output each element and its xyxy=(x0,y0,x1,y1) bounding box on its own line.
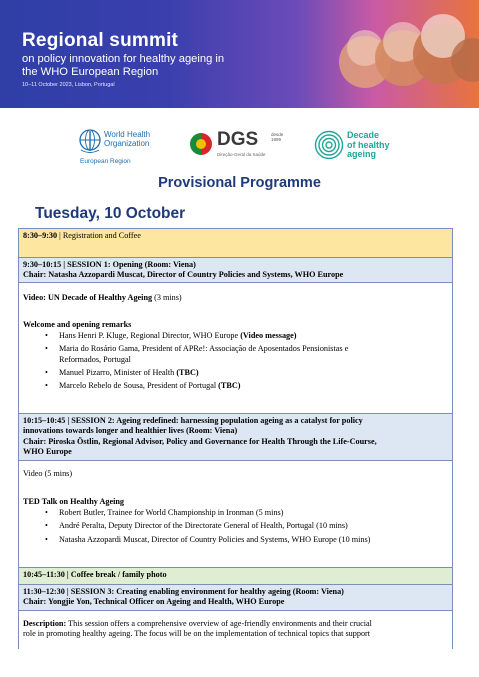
registration-text: | Registration and Coffee xyxy=(57,231,141,240)
speaker-text: • Maria do Rosário Gama, President of APRe!: Associação de Aposentados Pensionistas e xyxy=(59,344,349,354)
ted-speakers-list xyxy=(23,508,448,545)
session3-title: 11:30–12:30 | SESSION 3: Creating enabling environment for healthy ageing (Room: Viena) xyxy=(23,587,344,596)
table-row-session2-details xyxy=(19,461,452,568)
description-label: Description: xyxy=(23,619,67,628)
list-item: • André Peralta, Deputy Director of the Directorate General of Health, Portugal (10 mins) xyxy=(59,521,448,531)
table-row-session3-header xyxy=(19,585,452,611)
welcome-speakers-list xyxy=(23,331,448,392)
session2-chair-line2: WHO Europe xyxy=(23,447,72,457)
table-row-session3-description xyxy=(19,611,452,649)
programme-title: Provisional Programme xyxy=(158,175,321,191)
day-title: Tuesday, 10 October xyxy=(35,205,186,222)
who-line1: World Health xyxy=(104,130,151,139)
summit-banner xyxy=(0,0,479,108)
coffee-break-text: 10:45–11:30 | Coffee break / family photo xyxy=(23,570,167,579)
table-row-session2-header xyxy=(19,414,452,461)
speaker-text: Manuel Pizarro, Minister of Health xyxy=(59,368,177,378)
list-item xyxy=(59,331,448,341)
speaker-text: Hans Henri P. Kluge, Regional Director, WHO Europe xyxy=(59,330,241,340)
registration-time: 8:30–9:30 xyxy=(23,231,58,240)
welcome-heading: Welcome and opening remarks xyxy=(23,320,132,330)
session1-video xyxy=(23,293,448,303)
description-text: This session offers a comprehensive overview of age-friendly environments and their crucial xyxy=(66,619,372,628)
session2-title-line2: innovations towards longer and healthier lives (Room: Viena) xyxy=(23,426,238,436)
session2-title-line1: 10:15–10:45 | SESSION 2: Ageing redefined: harnessing population ageing as a catalyst for policy xyxy=(23,416,363,425)
who-logo-text xyxy=(104,130,150,148)
session1-chair: Chair: Natasha Azzopardi Muscat, Director of Country Policies and Systems, WHO Europe xyxy=(23,270,344,280)
session3-description-line1 xyxy=(23,619,448,629)
banner-subtitle-line1: on policy innovation for healthy ageing in xyxy=(22,53,225,65)
session3-chair: Chair: Yongjie Yon, Technical Officer on Ageing and Health, WHO Europe xyxy=(23,597,285,607)
dgs-since-label: desde xyxy=(271,132,284,137)
list-item: • Natasha Azzopardi Muscat, Director of Country Policies and Systems, WHO Europe (10 mins) xyxy=(59,535,448,545)
table-row-session1-header xyxy=(19,258,452,283)
partner-logos xyxy=(0,118,479,170)
table-row-registration xyxy=(19,229,452,258)
table-row-session1-details xyxy=(19,283,452,414)
list-item xyxy=(59,368,448,378)
speaker-note: (TBC) xyxy=(176,368,199,378)
speaker-text: Marcelo Rebelo de Sousa, President of Portugal xyxy=(59,381,219,391)
session1-video-duration: (3 mins) xyxy=(152,293,182,302)
session2-chair-line1: Chair: Piroska Östlin, Regional Advisor, Policy and Governance for Health Through the Life-Course, xyxy=(23,436,377,446)
decade-logo-text xyxy=(347,131,390,160)
banner-subtitle-line2: the WHO European Region xyxy=(22,66,159,78)
decade-line2: of healthy xyxy=(347,139,390,150)
banner-title: Regional summit xyxy=(22,30,179,51)
session1-video-label: Video: UN Decade of Healthy Ageing xyxy=(23,293,153,302)
list-item xyxy=(59,381,448,391)
banner-date-place: 10–11 October 2023, Lisbon, Portugal xyxy=(22,82,115,88)
decade-line3: ageing xyxy=(347,149,377,159)
decade-line1: Decade xyxy=(347,130,380,140)
dgs-since xyxy=(271,132,283,142)
session2-video: Video (5 mins) xyxy=(23,469,73,478)
who-line2: Organization xyxy=(104,139,150,148)
programme-table xyxy=(18,228,453,649)
who-emblem-icon xyxy=(78,128,102,154)
speaker-text-cont: Reformados, Portugal xyxy=(59,354,131,364)
elderly-faces-image xyxy=(325,0,479,108)
speaker-note: (TBC) xyxy=(218,381,241,391)
speaker-note: (Video message) xyxy=(240,330,297,340)
session3-description-line2: role in promoting healthy ageing. The focus will be on the implementation of technical topics that support xyxy=(23,629,371,639)
decade-ageing-emblem-icon xyxy=(314,130,344,160)
dgs-since-year: 1899 xyxy=(271,137,282,142)
session1-title: 9:30–10:15 | SESSION 1: Opening (Room: Viena) xyxy=(23,260,196,269)
list-item: • Robert Butler, Trainee for World Championship in Ironman (5 mins) xyxy=(59,508,448,518)
ted-talk-heading: TED Talk on Healthy Ageing xyxy=(23,497,125,507)
list-item xyxy=(59,344,448,365)
dgs-emblem-icon xyxy=(188,131,214,157)
dgs-logo-text: DGS xyxy=(217,129,259,150)
dgs-subtitle: Direção-Geral da Saúde xyxy=(217,152,266,157)
who-region-text: European Region xyxy=(80,158,131,165)
table-row-coffee-break xyxy=(19,568,452,585)
